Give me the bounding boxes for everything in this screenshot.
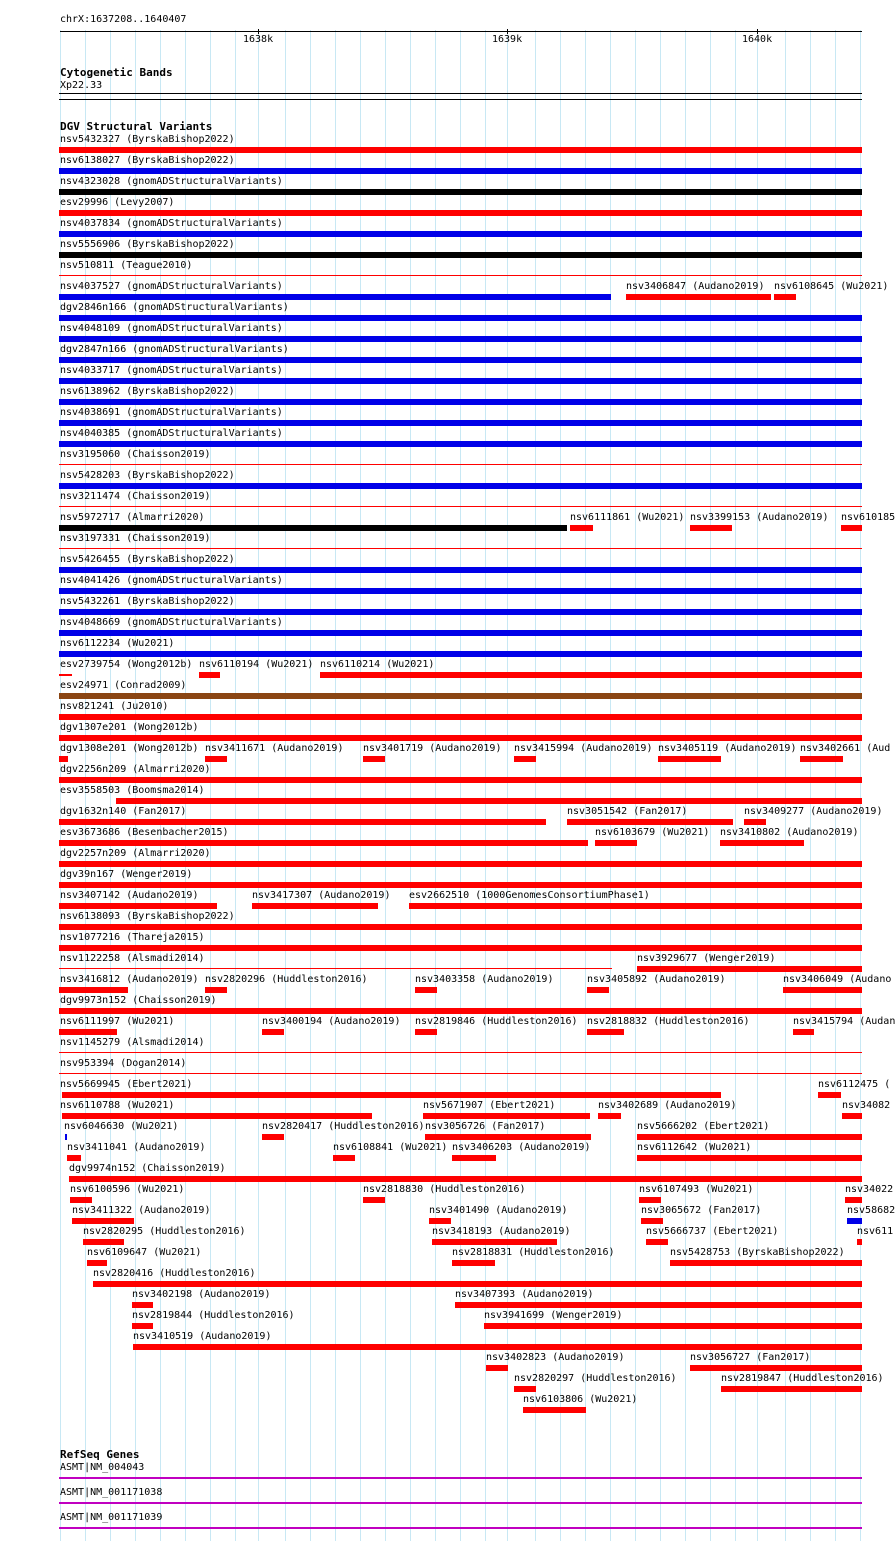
variant-bar[interactable] xyxy=(59,693,862,699)
variant-label[interactable]: nsv5432327 (ByrskaBishop2022) xyxy=(60,134,235,145)
variant-bar[interactable] xyxy=(59,567,862,573)
variant-bar[interactable] xyxy=(62,1092,721,1098)
variant-bar[interactable] xyxy=(455,1302,862,1308)
variant-bar[interactable] xyxy=(429,1218,451,1224)
variant-label[interactable]: dgv39n167 (Wenger2019) xyxy=(60,869,193,880)
variant-label[interactable]: esv3673686 (Besenbacher2015) xyxy=(60,827,229,838)
variant-label[interactable]: nsv3051542 (Fan2017) xyxy=(567,806,688,817)
variant-bar[interactable] xyxy=(205,756,227,762)
variant-label[interactable]: nsv3407142 (Audano2019) xyxy=(60,890,199,901)
variant-bar[interactable] xyxy=(452,1260,495,1266)
variant-bar[interactable] xyxy=(59,882,862,888)
variant-bar[interactable] xyxy=(720,840,804,846)
position-label: chrX:1637208..1640407 xyxy=(60,14,187,25)
variant-label[interactable]: nsv3197331 (Chaisson2019) xyxy=(60,533,211,544)
variant-bar[interactable] xyxy=(59,987,128,993)
variant-label[interactable]: nsv2819846 (Huddleston2016) xyxy=(415,1016,578,1027)
variant-label[interactable]: nsv2818831 (Huddleston2016) xyxy=(452,1247,615,1258)
variant-bar[interactable] xyxy=(637,966,862,972)
variant-label[interactable]: nsv4041426 (gnomADStructuralVariants) xyxy=(60,575,283,586)
variant-label[interactable]: nsv4038691 (gnomADStructuralVariants) xyxy=(60,407,283,418)
variant-bar[interactable] xyxy=(59,651,862,657)
ruler-tick-label: 1640k xyxy=(742,34,773,45)
variant-label[interactable]: nsv5426455 (ByrskaBishop2022) xyxy=(60,554,235,565)
variant-bar[interactable] xyxy=(199,672,220,678)
variant-label[interactable]: nsv3399153 (Audano2019) xyxy=(690,512,829,523)
variant-bar[interactable] xyxy=(59,924,862,930)
variant-bar[interactable] xyxy=(847,1218,862,1224)
variant-label[interactable]: nsv3410519 (Audano2019) xyxy=(133,1331,272,1342)
gene-line[interactable] xyxy=(59,1477,862,1479)
variant-bar[interactable] xyxy=(59,588,862,594)
variant-bar[interactable] xyxy=(744,819,766,825)
variant-label[interactable]: nsv4048669 (gnomADStructuralVariants) xyxy=(60,617,283,628)
variant-bar[interactable] xyxy=(59,210,862,216)
variant-label[interactable]: nsv1145279 (Alsmadi2014) xyxy=(60,1037,205,1048)
variant-label[interactable]: nsv6138093 (ByrskaBishop2022) xyxy=(60,911,235,922)
variant-bar[interactable] xyxy=(670,1260,862,1266)
variant-label[interactable]: nsv6111861 (Wu2021) xyxy=(570,512,685,523)
variant-bar[interactable] xyxy=(320,672,862,678)
variant-bar[interactable] xyxy=(637,1155,862,1161)
variant-bar[interactable] xyxy=(59,861,862,867)
variant-label[interactable]: nsv3411322 (Audano2019) xyxy=(72,1205,211,1216)
cytoband-box-bottom xyxy=(59,99,862,100)
variant-bar[interactable] xyxy=(639,1197,661,1203)
variant-bar[interactable] xyxy=(514,1386,536,1392)
variant-label[interactable]: nsv3402823 (Audano2019) xyxy=(486,1352,625,1363)
variant-bar[interactable] xyxy=(59,548,862,549)
variant-bar[interactable] xyxy=(93,1281,862,1287)
variant-label[interactable]: nsv3415994 (Audano2019) xyxy=(514,743,653,754)
variant-label[interactable]: nsv3402689 (Audano2019) xyxy=(598,1100,737,1111)
variant-label[interactable]: nsv5432261 (ByrskaBishop2022) xyxy=(60,596,235,607)
variant-label[interactable]: nsv3941699 (Wenger2019) xyxy=(484,1310,623,1321)
variant-label[interactable]: nsv3400194 (Audano2019) xyxy=(262,1016,401,1027)
variant-label[interactable]: nsv5428753 (ByrskaBishop2022) xyxy=(670,1247,845,1258)
variant-bar[interactable] xyxy=(59,630,862,636)
variant-bar[interactable] xyxy=(841,525,862,531)
variant-bar[interactable] xyxy=(69,1176,862,1182)
variant-bar[interactable] xyxy=(641,1218,663,1224)
variant-label[interactable]: nsv6112234 (Wu2021) xyxy=(60,638,175,649)
gene-label[interactable]: ASMT|NM_001171038 xyxy=(60,1487,163,1498)
variant-bar[interactable] xyxy=(595,840,637,846)
variant-bar[interactable] xyxy=(132,1323,153,1329)
variant-bar[interactable] xyxy=(59,252,862,258)
variant-bar[interactable] xyxy=(59,840,588,846)
variant-label[interactable]: nsv4033717 (gnomADStructuralVariants) xyxy=(60,365,283,376)
variant-bar[interactable] xyxy=(425,1134,591,1140)
variant-label[interactable]: nsv34082 xyxy=(842,1100,891,1111)
variant-bar[interactable] xyxy=(842,1113,862,1119)
variant-bar[interactable] xyxy=(59,399,862,405)
variant-bar[interactable] xyxy=(409,903,862,909)
variant-bar[interactable] xyxy=(598,1113,621,1119)
variant-bar[interactable] xyxy=(116,798,862,804)
variant-bar[interactable] xyxy=(205,987,227,993)
variant-label[interactable]: dgv2846n166 (gnomADStructuralVariants) xyxy=(60,302,289,313)
variant-bar[interactable] xyxy=(59,1029,117,1035)
variant-label[interactable]: nsv6046630 (Wu2021) xyxy=(64,1121,179,1132)
variant-bar[interactable] xyxy=(486,1365,508,1371)
variant-bar[interactable] xyxy=(333,1155,355,1161)
variant-label[interactable]: esv24971 (Conrad2009) xyxy=(60,680,187,691)
variant-label[interactable]: nsv6103679 (Wu2021) xyxy=(595,827,710,838)
variant-bar[interactable] xyxy=(59,336,862,342)
variant-bar[interactable] xyxy=(484,1323,862,1329)
variant-bar[interactable] xyxy=(690,1365,862,1371)
variant-label[interactable]: nsv3195060 (Chaisson2019) xyxy=(60,449,211,460)
variant-bar[interactable] xyxy=(774,294,796,300)
variant-bar[interactable] xyxy=(587,987,609,993)
variant-bar[interactable] xyxy=(262,1134,284,1140)
variant-bar[interactable] xyxy=(514,756,536,762)
variant-bar[interactable] xyxy=(59,945,862,951)
variant-label[interactable]: nsv510811 (Teague2010) xyxy=(60,260,193,271)
variant-bar[interactable] xyxy=(132,1302,153,1308)
variant-label[interactable]: nsv34022 xyxy=(845,1184,894,1195)
variant-bar[interactable] xyxy=(59,315,862,321)
variant-label[interactable]: nsv2820297 (Huddleston2016) xyxy=(514,1373,677,1384)
variant-label[interactable]: nsv3401490 (Audano2019) xyxy=(429,1205,568,1216)
variant-label[interactable]: nsv2818832 (Huddleston2016) xyxy=(587,1016,750,1027)
variant-label[interactable]: nsv953394 (Dogan2014) xyxy=(60,1058,187,1069)
variant-bar[interactable] xyxy=(570,525,593,531)
variant-label[interactable]: nsv3403358 (Audano2019) xyxy=(415,974,554,985)
variant-label[interactable]: dgv2256n209 (Almarri2020) xyxy=(60,764,211,775)
variant-bar[interactable] xyxy=(133,1344,862,1350)
variant-bar[interactable] xyxy=(59,464,862,465)
variant-label[interactable]: nsv611 xyxy=(857,1226,894,1237)
variant-bar[interactable] xyxy=(59,1073,862,1074)
variant-bar[interactable] xyxy=(59,189,862,195)
variant-bar[interactable] xyxy=(646,1239,668,1245)
variant-label[interactable]: nsv1122258 (Alsmadi2014) xyxy=(60,953,205,964)
variant-label[interactable]: nsv2819844 (Huddleston2016) xyxy=(132,1310,295,1321)
variant-bar[interactable] xyxy=(62,1113,372,1119)
cytoband-box-top xyxy=(59,93,862,94)
variant-bar[interactable] xyxy=(59,378,862,384)
variant-bar[interactable] xyxy=(262,1029,284,1035)
variant-label[interactable]: nsv1077216 (Thareja2015) xyxy=(60,932,205,943)
variant-bar[interactable] xyxy=(70,1197,92,1203)
variant-bar[interactable] xyxy=(587,1029,624,1035)
variant-label[interactable]: nsv3409277 (Audano2019) xyxy=(744,806,883,817)
variant-bar[interactable] xyxy=(65,1134,67,1140)
variant-bar[interactable] xyxy=(59,147,862,153)
variant-bar[interactable] xyxy=(59,1052,862,1053)
variant-label[interactable]: nsv3405119 (Audano2019) xyxy=(658,743,797,754)
variant-label[interactable]: nsv2820417 (Huddleston2016) xyxy=(262,1121,425,1132)
variant-label[interactable]: nsv610185 xyxy=(841,512,895,523)
variant-label[interactable]: nsv2819847 (Huddleston2016) xyxy=(721,1373,884,1384)
variant-bar[interactable] xyxy=(59,756,68,762)
variant-label[interactable]: esv3558503 (Boomsma2014) xyxy=(60,785,205,796)
variant-label[interactable]: nsv3405892 (Audano2019) xyxy=(587,974,726,985)
gene-label[interactable]: ASMT|NM_001171039 xyxy=(60,1512,163,1523)
variant-label[interactable]: nsv6100596 (Wu2021) xyxy=(70,1184,185,1195)
variant-label[interactable]: nsv6107493 (Wu2021) xyxy=(639,1184,754,1195)
variant-label[interactable]: nsv3410802 (Audano2019) xyxy=(720,827,859,838)
variant-label[interactable]: nsv58682 xyxy=(847,1205,895,1216)
variant-bar[interactable] xyxy=(857,1239,862,1245)
variant-label[interactable]: nsv6112475 ( xyxy=(818,1079,891,1090)
variant-bar[interactable] xyxy=(59,819,546,825)
variant-label[interactable]: nsv6111997 (Wu2021) xyxy=(60,1016,175,1027)
variant-label[interactable]: nsv2820416 (Huddleston2016) xyxy=(93,1268,256,1279)
variant-bar[interactable] xyxy=(59,506,862,507)
variant-label[interactable]: nsv6108841 (Wu2021) xyxy=(333,1142,448,1153)
variant-bar[interactable] xyxy=(415,1029,437,1035)
variant-bar[interactable] xyxy=(423,1113,590,1119)
dgv-track-title[interactable]: DGV Structural Variants xyxy=(60,120,213,133)
cytoband-label: Xp22.33 xyxy=(60,80,103,91)
variant-label[interactable]: nsv2820295 (Huddleston2016) xyxy=(83,1226,246,1237)
variant-label[interactable]: nsv3056727 (Fan2017) xyxy=(690,1352,811,1363)
refseq-track-title[interactable]: RefSeq Genes xyxy=(60,1448,140,1461)
variant-bar[interactable] xyxy=(690,525,732,531)
variant-bar[interactable] xyxy=(59,357,862,363)
variant-bar[interactable] xyxy=(59,275,862,276)
variant-label[interactable]: nsv4048109 (gnomADStructuralVariants) xyxy=(60,323,283,334)
variant-label[interactable]: nsv6112642 (Wu2021) xyxy=(637,1142,752,1153)
variant-label[interactable]: nsv3056726 (Fan2017) xyxy=(425,1121,546,1132)
variant-label[interactable]: nsv5669945 (Ebert2021) xyxy=(60,1079,193,1090)
variant-label[interactable]: nsv3402198 (Audano2019) xyxy=(132,1289,271,1300)
variant-label[interactable]: nsv5972717 (Almarri2020) xyxy=(60,512,205,523)
variant-bar[interactable] xyxy=(59,525,567,531)
variant-bar[interactable] xyxy=(59,420,862,426)
ruler-axis xyxy=(60,31,862,32)
cytoband-track-title[interactable]: Cytogenetic Bands xyxy=(60,66,173,79)
variant-bar[interactable] xyxy=(67,1155,81,1161)
variant-label[interactable]: dgv2257n209 (Almarri2020) xyxy=(60,848,211,859)
variant-bar[interactable] xyxy=(658,756,721,762)
variant-label[interactable]: dgv1308e201 (Wong2012b) xyxy=(60,743,199,754)
variant-label[interactable]: nsv5666737 (Ebert2021) xyxy=(646,1226,779,1237)
variant-label[interactable]: nsv3065672 (Fan2017) xyxy=(641,1205,762,1216)
variant-label[interactable]: nsv5666202 (Ebert2021) xyxy=(637,1121,770,1132)
variant-label[interactable]: nsv6110214 (Wu2021) xyxy=(320,659,435,670)
variant-label[interactable]: nsv3411041 (Audano2019) xyxy=(67,1142,206,1153)
variant-label[interactable]: nsv3415794 (Audan xyxy=(793,1016,895,1027)
variant-bar[interactable] xyxy=(363,756,385,762)
variant-bar[interactable] xyxy=(637,1134,862,1140)
variant-bar[interactable] xyxy=(432,1239,557,1245)
variant-bar[interactable] xyxy=(721,1386,862,1392)
variant-bar[interactable] xyxy=(252,903,378,909)
variant-label[interactable]: nsv6103806 (Wu2021) xyxy=(523,1394,638,1405)
gene-line[interactable] xyxy=(59,1527,862,1529)
variant-label[interactable]: nsv5671907 (Ebert2021) xyxy=(423,1100,556,1111)
ruler-tick-label: 1639k xyxy=(492,34,523,45)
variant-label[interactable]: dgv9974n152 (Chaisson2019) xyxy=(69,1163,226,1174)
variant-label[interactable]: nsv3416812 (Audano2019) xyxy=(60,974,199,985)
variant-label[interactable]: dgv9973n152 (Chaisson2019) xyxy=(60,995,217,1006)
variant-bar[interactable] xyxy=(818,1092,841,1098)
variant-label[interactable]: nsv4040385 (gnomADStructuralVariants) xyxy=(60,428,283,439)
variant-label[interactable]: nsv6138962 (ByrskaBishop2022) xyxy=(60,386,235,397)
variant-label[interactable]: nsv6110194 (Wu2021) xyxy=(199,659,314,670)
variant-bar[interactable] xyxy=(626,294,771,300)
variant-label[interactable]: esv2739754 (Wong2012b) xyxy=(60,659,193,670)
variant-label[interactable]: nsv3406049 (Audano xyxy=(783,974,892,985)
variant-label[interactable]: nsv3401719 (Audano2019) xyxy=(363,743,502,754)
variant-label[interactable]: nsv3929677 (Wenger2019) xyxy=(637,953,776,964)
variant-bar[interactable] xyxy=(363,1197,385,1203)
variant-label[interactable]: dgv1307e201 (Wong2012b) xyxy=(60,722,199,733)
variant-label[interactable]: nsv5556906 (ByrskaBishop2022) xyxy=(60,239,235,250)
variant-label[interactable]: nsv6109647 (Wu2021) xyxy=(87,1247,202,1258)
variant-bar[interactable] xyxy=(59,609,862,615)
variant-label[interactable]: nsv4037527 (gnomADStructuralVariants) xyxy=(60,281,283,292)
ruler-tick-label: 1638k xyxy=(243,34,274,45)
variant-label[interactable]: nsv4037834 (gnomADStructuralVariants) xyxy=(60,218,283,229)
variant-label[interactable]: nsv5428203 (ByrskaBishop2022) xyxy=(60,470,235,481)
variant-label[interactable]: nsv3211474 (Chaisson2019) xyxy=(60,491,211,502)
variant-bar[interactable] xyxy=(59,441,862,447)
variant-bar[interactable] xyxy=(59,714,862,720)
variant-label[interactable]: nsv3406203 (Audano2019) xyxy=(452,1142,591,1153)
variant-bar[interactable] xyxy=(72,1218,134,1224)
variant-bar[interactable] xyxy=(845,1197,862,1203)
variant-bar[interactable] xyxy=(452,1155,496,1161)
variant-bar[interactable] xyxy=(59,735,862,741)
variant-bar[interactable] xyxy=(87,1260,107,1266)
variant-label[interactable]: nsv6138027 (ByrskaBishop2022) xyxy=(60,155,235,166)
variant-bar[interactable] xyxy=(59,483,862,489)
variant-label[interactable]: esv29996 (Levy2007) xyxy=(60,197,175,208)
variant-label[interactable]: nsv3407393 (Audano2019) xyxy=(455,1289,594,1300)
variant-label[interactable]: nsv2818830 (Huddleston2016) xyxy=(363,1184,526,1195)
variant-bar[interactable] xyxy=(59,674,72,676)
variant-label[interactable]: nsv4323028 (gnomADStructuralVariants) xyxy=(60,176,283,187)
gene-label[interactable]: ASMT|NM_004043 xyxy=(60,1462,145,1473)
variant-bar[interactable] xyxy=(59,168,862,174)
variant-bar[interactable] xyxy=(59,903,217,909)
variant-label[interactable]: nsv6110788 (Wu2021) xyxy=(60,1100,175,1111)
variant-label[interactable]: nsv3406847 (Audano2019) xyxy=(626,281,765,292)
variant-bar[interactable] xyxy=(59,777,862,783)
variant-bar[interactable] xyxy=(59,294,611,300)
variant-label[interactable]: esv2662510 (1000GenomesConsortiumPhase1) xyxy=(409,890,650,901)
variant-label[interactable]: nsv821241 (Ju2010) xyxy=(60,701,169,712)
gene-line[interactable] xyxy=(59,1502,862,1504)
variant-label[interactable]: nsv2820296 (Huddleston2016) xyxy=(205,974,368,985)
variant-bar[interactable] xyxy=(523,1407,586,1413)
variant-label[interactable]: nsv6108645 (Wu2021) xyxy=(774,281,889,292)
variant-label[interactable]: nsv3402661 (Aud xyxy=(800,743,891,754)
variant-label[interactable]: nsv3411671 (Audano2019) xyxy=(205,743,344,754)
variant-bar[interactable] xyxy=(59,968,612,969)
variant-label[interactable]: nsv3417307 (Audano2019) xyxy=(252,890,391,901)
variant-label[interactable]: dgv2847n166 (gnomADStructuralVariants) xyxy=(60,344,289,355)
variant-label[interactable]: nsv3418193 (Audano2019) xyxy=(432,1226,571,1237)
variant-bar[interactable] xyxy=(793,1029,814,1035)
variant-bar[interactable] xyxy=(800,756,843,762)
variant-label[interactable]: dgv1632n140 (Fan2017) xyxy=(60,806,187,817)
variant-bar[interactable] xyxy=(567,819,733,825)
variant-bar[interactable] xyxy=(83,1239,124,1245)
variant-bar[interactable] xyxy=(59,1008,862,1014)
variant-bar[interactable] xyxy=(59,231,862,237)
variant-bar[interactable] xyxy=(783,987,862,993)
variant-bar[interactable] xyxy=(415,987,437,993)
